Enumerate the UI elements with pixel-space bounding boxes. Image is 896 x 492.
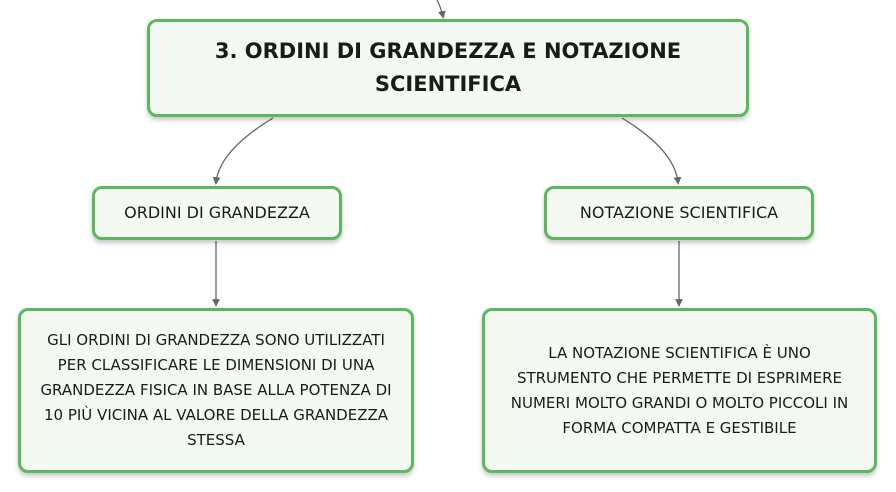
detail-text: GLI ORDINI DI GRANDEZZA SONO UTILIZZATI PER CLASSIFICARE LE DIMENSIONI DI UNA GRANDEZZA FISICA IN BASE ALLA POTENZA DI 10 PIÙ VICINA AL VALORE DELLA GRANDEZZA STESSA: [40, 331, 392, 449]
connector-root-to-ordini: [216, 118, 273, 183]
subtopic-label: NOTAZIONE SCIENTIFICA: [579, 203, 779, 222]
root-topic-node[interactable]: [147, 19, 749, 117]
connector-root-to-notazione: [622, 118, 678, 183]
detail-ordini-di-grandezza[interactable]: [18, 308, 414, 473]
connector-parent-to-root: [437, 0, 443, 17]
detail-text: LA NOTAZIONE SCIENTIFICA È UNO STRUMENTO CHE PERMETTE DI ESPRIMERE NUMERI MOLTO GRANDI O MOLTO PICCOLI IN FORMA COMPATTA E GESTIBILE: [510, 343, 849, 437]
root-topic-title: 3. ORDINI DI GRANDEZZA E NOTAZIONE SCIENTIFICA: [214, 39, 682, 96]
subtopic-label: ORDINI DI GRANDEZZA: [124, 203, 310, 222]
subtopic-notazione-scientifica[interactable]: [544, 186, 814, 240]
detail-notazione-scientifica[interactable]: [482, 308, 877, 473]
subtopic-ordini-di-grandezza[interactable]: [92, 186, 342, 240]
